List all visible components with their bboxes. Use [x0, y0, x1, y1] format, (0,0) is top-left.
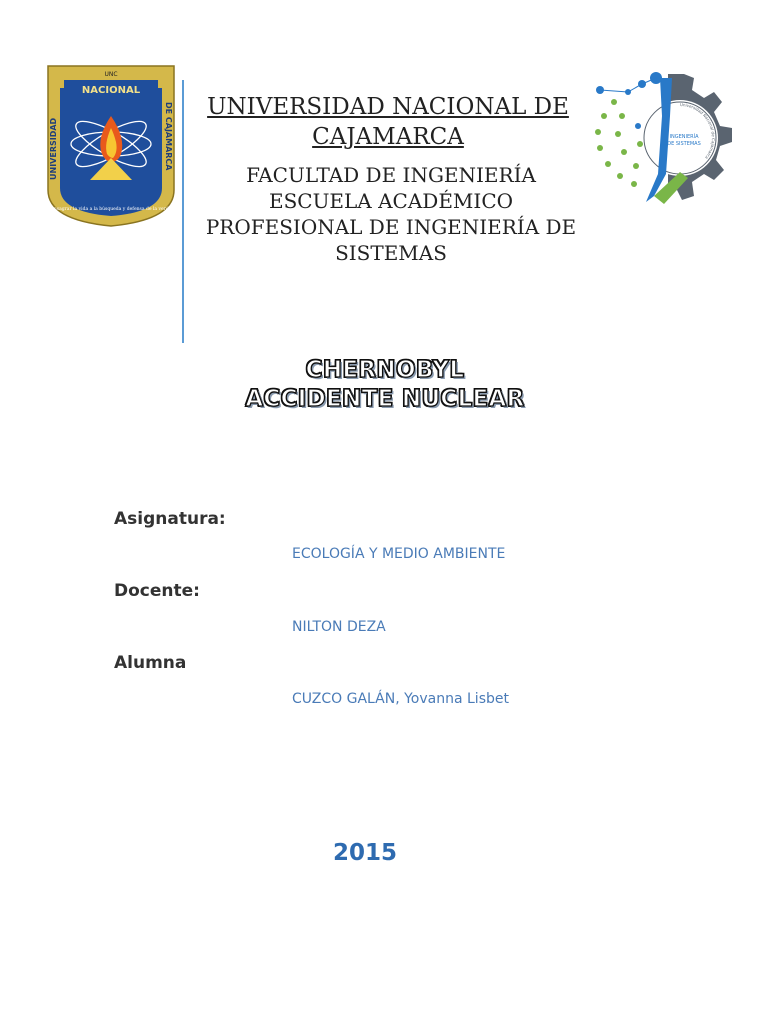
- crest-top-text: NACIONAL: [81, 85, 141, 96]
- faculty-name: [188, 162, 594, 266]
- teacher-value: NILTON DEZA: [292, 619, 386, 635]
- faculty-line-2: ESCUELA ACADÉMICO: [268, 189, 514, 213]
- logo-center-line-2: DE SISTEMAS: [667, 141, 701, 147]
- title-line-1: CHERNOBYL: [305, 357, 465, 383]
- title-line-2: ACCIDENTE NUCLEAR: [245, 386, 525, 412]
- university-name: [190, 92, 586, 152]
- faculty-line-1: FACULTAD DE INGENIERÍA: [246, 163, 536, 187]
- university-name-line-2: CAJAMARCA: [312, 124, 464, 150]
- faculty-line-3: PROFESIONAL DE INGENIERÍA DE: [205, 215, 577, 239]
- student-label: Alumna: [114, 653, 187, 673]
- header-divider: [182, 80, 184, 343]
- crest-unc-text: UNC: [104, 71, 118, 78]
- faculty-line-4: SISTEMAS: [335, 241, 447, 265]
- year: 2015: [332, 840, 397, 866]
- university-name-line-1: UNIVERSIDAD NACIONAL DE: [207, 94, 569, 120]
- logo-center-line-1: INGENIERÍA: [669, 134, 699, 140]
- subject-value: ECOLOGÍA Y MEDIO AMBIENTE: [292, 546, 506, 562]
- systems-engineering-logo: [584, 56, 744, 226]
- teacher-label: Docente:: [114, 581, 200, 601]
- subject-label: Asignatura:: [114, 509, 226, 529]
- crest-right-text: DE CAJAMARCA: [164, 102, 173, 171]
- crest-left-text: UNIVERSIDAD: [49, 117, 58, 180]
- student-value: CUZCO GALÁN, Yovanna Lisbet: [292, 691, 509, 707]
- crest-motto: Consagrar la vida a la búsqueda y defensa de la verdad: [47, 207, 175, 212]
- logo-ring-text: Universidad Nacional de Cajamarca: [679, 101, 716, 161]
- document-title: [150, 356, 620, 414]
- university-crest-logo: [46, 62, 176, 230]
